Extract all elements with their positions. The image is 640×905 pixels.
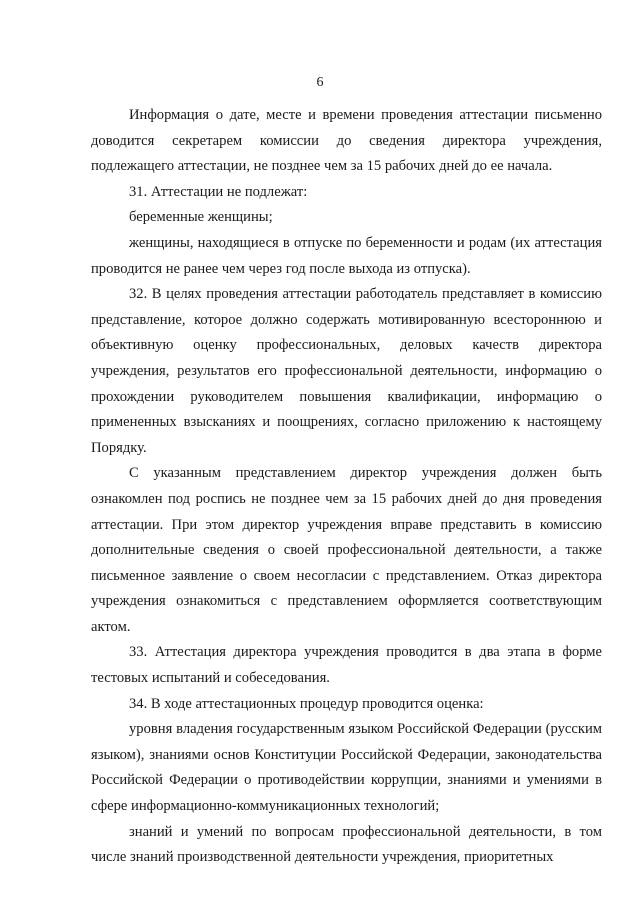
paragraph-item-32: 32. В целях проведения аттестации работодатель представляет в комиссию представление, которое должно содержать мотивированную всестороннюю и объективную оценку профессиональных, деловых качеств директора учреждения, результатов его профессиональной деятельности, информацию о прохождении руководителем повышения квалификации, информацию о примененных взысканиях и поощрениях, согласно приложению к настоящему Порядку. <box>91 286 602 456</box>
paragraph-familiarization: С указанным представлением директор учреждения должен быть ознакомлен под роспись не позднее чем за 15 рабочих дней до дня проведения аттестации. При этом директор учреждения вправе представить в комиссию дополнительные сведения о своей профессиональной деятельности, а также письменное заявление о своем несогласии с представлением. Отказ директора учреждения ознакомиться с представлением оформляется соответствующим актом. <box>91 465 602 635</box>
paragraph-item-34: 34. В ходе аттестационных процедур проводится оценка: <box>129 695 484 712</box>
page-number: 6 <box>316 75 324 90</box>
paragraph-language-assessment: уровня владения государственным языком Российской Федерации (русским языком), знаниями основ Конституции Российской Федерации, законодательства Российской Федерации о противодействии коррупции, знаниями и умениями в сфере информационно-коммуникационных технологий; <box>91 721 602 815</box>
paragraph-maternity-leave: женщины, находящиеся в отпуске по беременности и родам (их аттестация проводится не ранее чем через год после выхода из отпуска). <box>91 234 602 277</box>
paragraph-attestation-notice: Информация о дате, месте и времени проведения аттестации письменно доводится секретарем комиссии до сведения директора учреждения, подлежащего аттестации, не позднее чем за 15 рабочих дней до ее начала. <box>91 107 602 175</box>
document-body <box>91 103 602 871</box>
paragraph-professional-knowledge: знаний и умений по вопросам профессиональной деятельности, в том числе знаний производственной деятельности учреждения, приоритетных <box>91 823 602 866</box>
paragraph-item-31: 31. Аттестации не подлежат: <box>129 183 308 200</box>
paragraph-item-33: 33. Аттестация директора учреждения проводится в два этапа в форме тестовых испытаний и собеседования. <box>91 644 602 687</box>
paragraph-pregnant-women: беременные женщины; <box>129 209 273 226</box>
